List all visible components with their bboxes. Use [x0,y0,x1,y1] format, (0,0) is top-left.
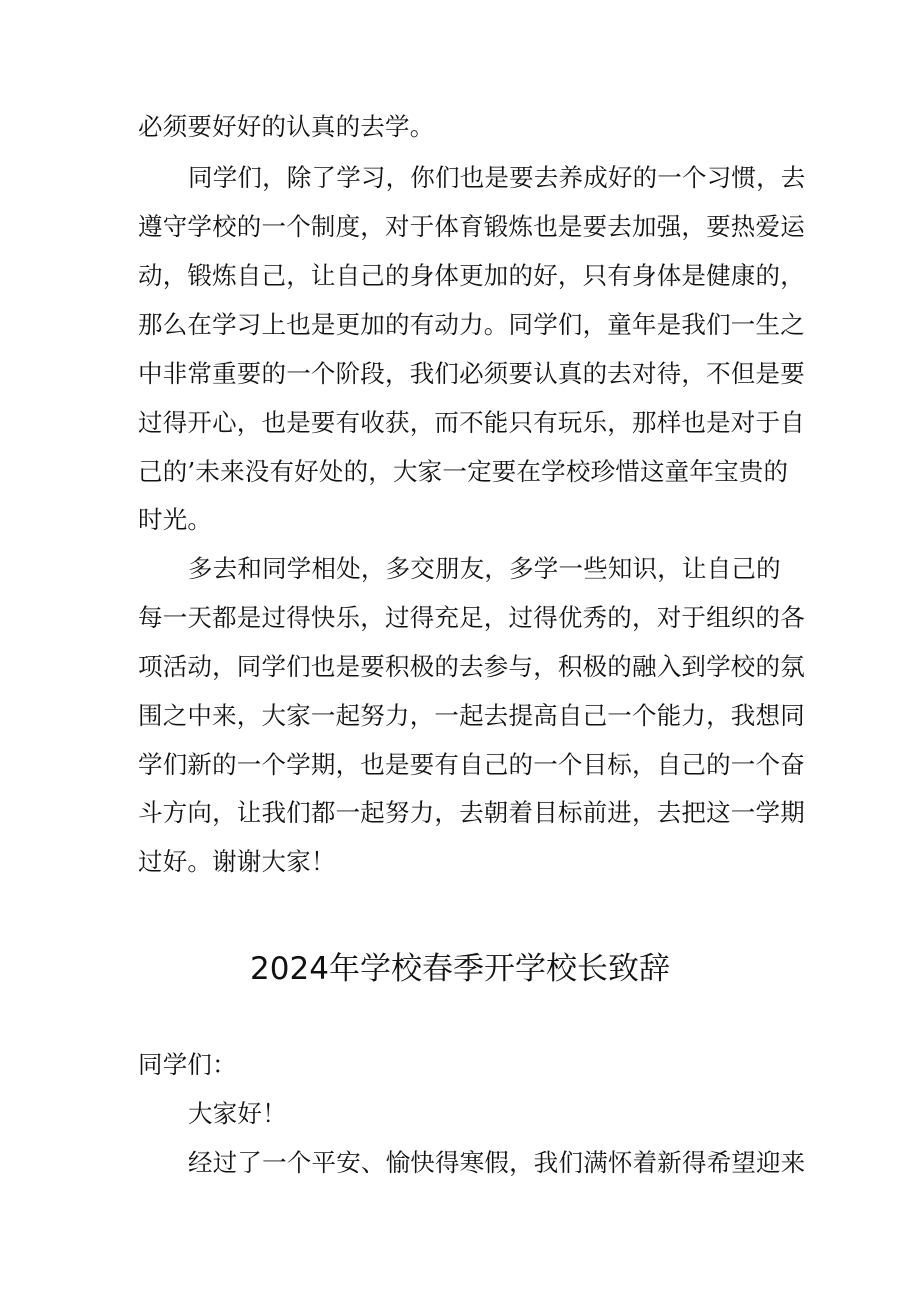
text-line: 动，锻炼自己，让自己的身体更加的好，只有身体是健康的， [138,261,805,290]
text-line: 必须要好好的认真的去学。 [138,112,435,141]
text-line: 时光。 [138,505,213,534]
paragraph-start-line: 经过了一个平安、愉快得寒假，我们满怀着新得希望迎来 [188,1148,806,1177]
paragraph-start-line: 同学们，除了学习，你们也是要去养成好的一个习惯，去 [188,163,806,192]
text-line: 围之中来，大家一起努力，一起去提高自己一个能力，我想同 [138,701,805,730]
text-line: 己的’未来没有好处的，大家一定要在学校珍惜这童年宝贵的 [138,457,789,486]
text-line: 每一天都是过得快乐，过得充足，过得优秀的，对于组织的各 [138,603,805,632]
paragraph-start-line: 多去和同学相处，多交朋友，多学一些知识，让自己的 [188,554,781,583]
text-line: 过好。谢谢大家！ [138,847,336,876]
text-line: 那么在学习上也是更加的有动力。同学们，童年是我们一生之 [138,310,805,339]
greeting: 大家好！ [188,1099,287,1128]
text-line: 学们新的一个学期，也是要有自己的一个目标，自己的一个奋 [138,750,805,779]
salutation: 同学们： [138,1050,237,1079]
text-line: 中非常重要的一个阶段，我们必须要认真的去对待，不但是要 [138,359,805,388]
text-line: 斗方向，让我们都一起努力，去朝着目标前进，去把这一学期 [138,798,805,827]
document-title: 2024年学校春季开学校长致辞 [250,951,670,987]
text-line: 遵守学校的一个制度，对于体育锻炼也是要去加强，要热爱运 [138,212,805,241]
text-line: 过得开心，也是要有收获，而不能只有玩乐，那样也是对于自 [138,408,805,437]
text-line: 项活动，同学们也是要积极的去参与，积极的融入到学校的氛 [138,652,805,681]
